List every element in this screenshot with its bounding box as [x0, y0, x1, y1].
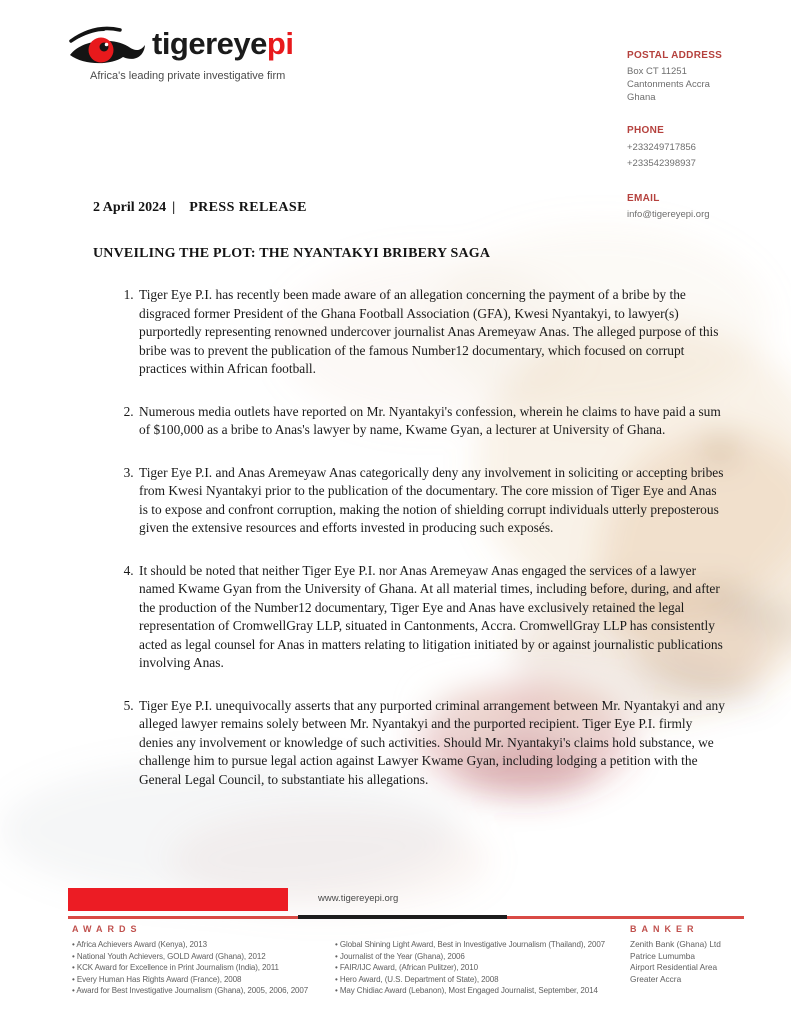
banker-line: Airport Residential Area: [630, 962, 718, 972]
banker-line: Greater Accra: [630, 973, 682, 984]
divider-red-segment: [507, 916, 744, 919]
email-label: EMAIL: [627, 193, 660, 204]
point-1: 1. Tiger Eye P.I. has recently been made aware of an allegation concerning the payment of a bribe by the disgraced former President of the Ghana Football Association (GFA), Kwesi Nyantakyi, to lawyer(s) purportedly representing renowned undercover journalist Anas Aremeyaw Anas. The alleged purpose of this bribe was to prevent the publication of the famous Number12 documentary, which focused on corrupt practices within African football.: [137, 286, 727, 379]
postal-line: Box CT 11251: [627, 66, 687, 77]
brand-text-red: pi: [266, 26, 294, 61]
banker-label: BANKER: [630, 924, 699, 934]
award-item: • KCK Award for Excellence in Print Journalism (India), 2011: [72, 962, 334, 974]
point-5: 5. Tiger Eye P.I. unequivocally asserts that any purported criminal arrangement between Mr. Nyantakyi and any alleged lawyer remains solely between Mr. Nyantakyi and the purported recipient. Tiger Eye P.I. firmly denies any involvement or knowledge of such activities. Should Mr. Nyantakyi's claims hold substance, we challenge him to pursue legal action against Lawyer Kwame Gyan, including lodging a petition with the General Legal Council, to substantiate his allegations.: [137, 697, 727, 790]
phone-label: PHONE: [627, 125, 665, 136]
postal-address-label: POSTAL ADDRESS: [627, 50, 723, 61]
divider-black-segment: [298, 915, 508, 919]
awards-label: AWARDS: [72, 924, 142, 934]
point-4: 4. It should be noted that neither Tiger Eye P.I. nor Anas Aremeyaw Anas engaged the services of a lawyer named Kwame Gyan from the University of Ghana. At all material times, including before, during, and after the production of the Number12 documentary, Tiger Eye and Anas have exclusively retained the legal representation of CromwellGray LLP, situated in Cantonments, Accra. CromwellGray LLP has consistently acted as legal counsel for Anas in matters relating to litigation initiated by or against journalistic publications involving Anas.: [137, 562, 727, 673]
awards-list-column-2: [335, 939, 635, 997]
award-item: • Every Human Has Rights Award (France), 2008: [72, 974, 334, 986]
document-type: PRESS RELEASE: [189, 200, 307, 215]
award-item: • Award for Best Investigative Journalism (Ghana), 2005, 2006, 2007: [72, 985, 334, 997]
awards-list-column-1: [72, 939, 334, 997]
divider-red-segment: [68, 916, 298, 919]
dateline-separator: |: [172, 200, 176, 215]
award-item: • Africa Achievers Award (Kenya), 2013: [72, 939, 334, 951]
phone-number: +233542398937: [627, 158, 696, 169]
footer-divider: [68, 915, 744, 919]
red-banner: [68, 888, 288, 911]
award-item: • National Youth Achievers, GOLD Award (Ghana), 2012: [72, 951, 334, 963]
email-value: info@tigereyepi.org: [627, 209, 710, 220]
award-item: • FAIR/IJC Award, (African Pulitzer), 2010: [335, 962, 635, 974]
contact-block: [627, 50, 787, 221]
phone-number: +233249717856: [627, 142, 696, 153]
postal-line: Ghana: [627, 92, 656, 103]
award-item: • Journalist of the Year (Ghana), 2006: [335, 951, 635, 963]
point-3: 3. Tiger Eye P.I. and Anas Aremeyaw Anas categorically deny any involvement in soliciting or accepting bribes from Kwesi Nyantakyi prior to the publication of the documentary. The core mission of Tiger Eye and Anas is to expose and confront corruption, making the notion of shielding corrupt individuals utterly preposterous given the extensive resources and efforts invested in producing such exposés.: [137, 464, 727, 538]
postal-line: Cantonments Accra: [627, 79, 710, 90]
website-url: www.tigereyepi.org: [318, 893, 399, 904]
banker-line: Patrice Lumumba: [630, 950, 696, 961]
release-date: 2 April 2024: [93, 200, 167, 215]
press-release-points: [93, 286, 727, 813]
brand-wordmark: [152, 26, 293, 62]
press-release-title: UNVEILING THE PLOT: THE NYANTAKYI BRIBERY SAGA: [93, 246, 491, 261]
banker-line: Zenith Bank (Ghana) Ltd: [630, 939, 721, 949]
point-2: 2. Numerous media outlets have reported on Mr. Nyantakyi's confession, wherein he claims to have paid a sum of $100,000 as a bribe to Anas's lawyer by name, Kwame Gyan, a lecturer at University of Ghana.: [137, 403, 727, 440]
award-item: • May Chidiac Award (Lebanon), Most Engaged Journalist, September, 2014: [335, 985, 635, 997]
dateline: [93, 200, 307, 216]
award-item: • Global Shining Light Award, Best in Investigative Journalism (Thailand), 2007: [335, 939, 635, 951]
banker-block: [630, 939, 721, 985]
company-tagline: Africa's leading private investigative firm: [90, 70, 286, 82]
tiger-eye-logo-icon: [64, 22, 148, 74]
award-item: • Hero Award, (U.S. Department of State), 2008: [335, 974, 635, 986]
brand-text-black: tigereye: [152, 26, 267, 61]
